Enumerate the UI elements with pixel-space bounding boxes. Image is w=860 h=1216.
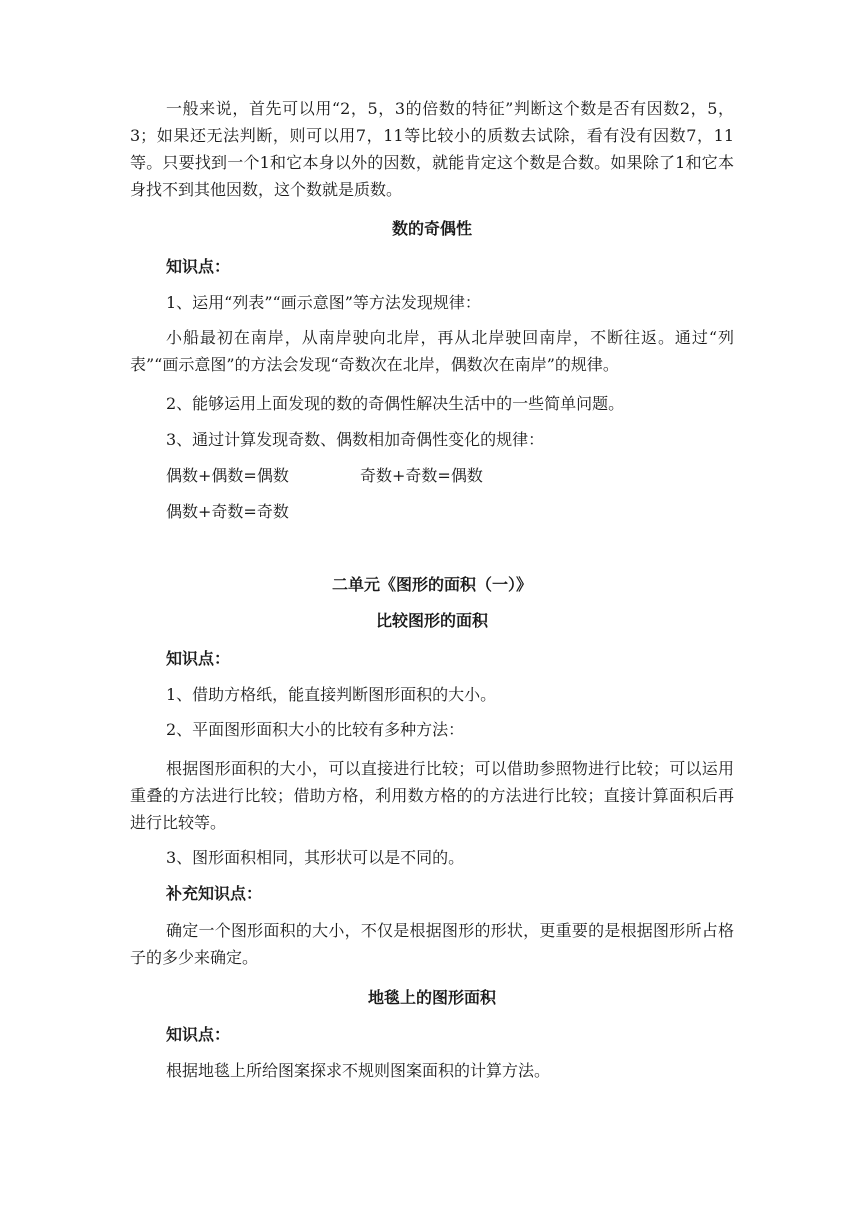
heading-parity: 数的奇偶性 bbox=[391, 219, 472, 238]
rule-even-odd: 偶数+奇数=奇数 bbox=[166, 502, 289, 521]
compare-point-3: 3、图形面积相同，其形状可以是不同的。 bbox=[166, 848, 465, 867]
knowledge-label-1: 知识点： bbox=[166, 257, 231, 276]
knowledge-label-3: 知识点： bbox=[166, 1025, 231, 1044]
parity-point-1-detail: 小船最初在南岸，从南岸驶向北岸，再从北岸驶回南岸，不断往返。通过“列表”“画示意图”的方法会发现“奇数次在北岸，偶数次在南岸”的规律。 bbox=[130, 328, 734, 374]
supplementary-label: 补充知识点： bbox=[166, 884, 263, 903]
parity-point-3: 3、通过计算发现奇数、偶数相加奇偶性变化的规律： bbox=[166, 430, 545, 449]
unit-title: 二单元《图形的面积（一）》 bbox=[331, 575, 532, 594]
parity-rule-row-1 bbox=[166, 462, 483, 489]
rule-odd-odd: 奇数+奇数=偶数 bbox=[360, 466, 483, 485]
supplementary-detail: 确定一个图形面积的大小，不仅是根据图形的形状，更重要的是根据图形所占格子的多少来确定。 bbox=[130, 921, 734, 967]
intro-paragraph: 一般来说，首先可以用“2，5，3的倍数的特征”判断这个数是否有因数2，5，3；如果还无法判断，则可以用7，11等比较小的质数去试除，看有没有因数7，11等。只要找到一个1和它本身以外的因数，就能肯定这个数是合数。如果除了1和它本身找不到其他因数，这个数就是质数。 bbox=[130, 99, 734, 199]
parity-rule-row-2 bbox=[166, 498, 289, 525]
compare-point-2-detail: 根据图形面积的大小，可以直接进行比较；可以借助参照物进行比较；可以运用重叠的方法进行比较；借助方格，利用数方格的的方法进行比较；直接计算面积后再进行比较等。 bbox=[130, 759, 734, 832]
compare-point-1: 1、借助方格纸，能直接判断图形面积的大小。 bbox=[166, 685, 497, 704]
heading-compare: 比较图形的面积 bbox=[375, 611, 488, 630]
compare-point-2: 2、平面图形面积大小的比较有多种方法： bbox=[166, 720, 465, 739]
heading-carpet: 地毯上的图形面积 bbox=[367, 988, 496, 1007]
knowledge-label-2: 知识点： bbox=[166, 649, 231, 668]
parity-point-2: 2、能够运用上面发现的数的奇偶性解决生活中的一些简单问题。 bbox=[166, 394, 625, 413]
parity-point-1: 1、运用“列表”“画示意图”等方法发现规律： bbox=[166, 293, 481, 312]
carpet-point-1: 根据地毯上所给图案探求不规则图案面积的计算方法。 bbox=[166, 1061, 551, 1080]
rule-even-even: 偶数+偶数=偶数 bbox=[166, 466, 289, 485]
